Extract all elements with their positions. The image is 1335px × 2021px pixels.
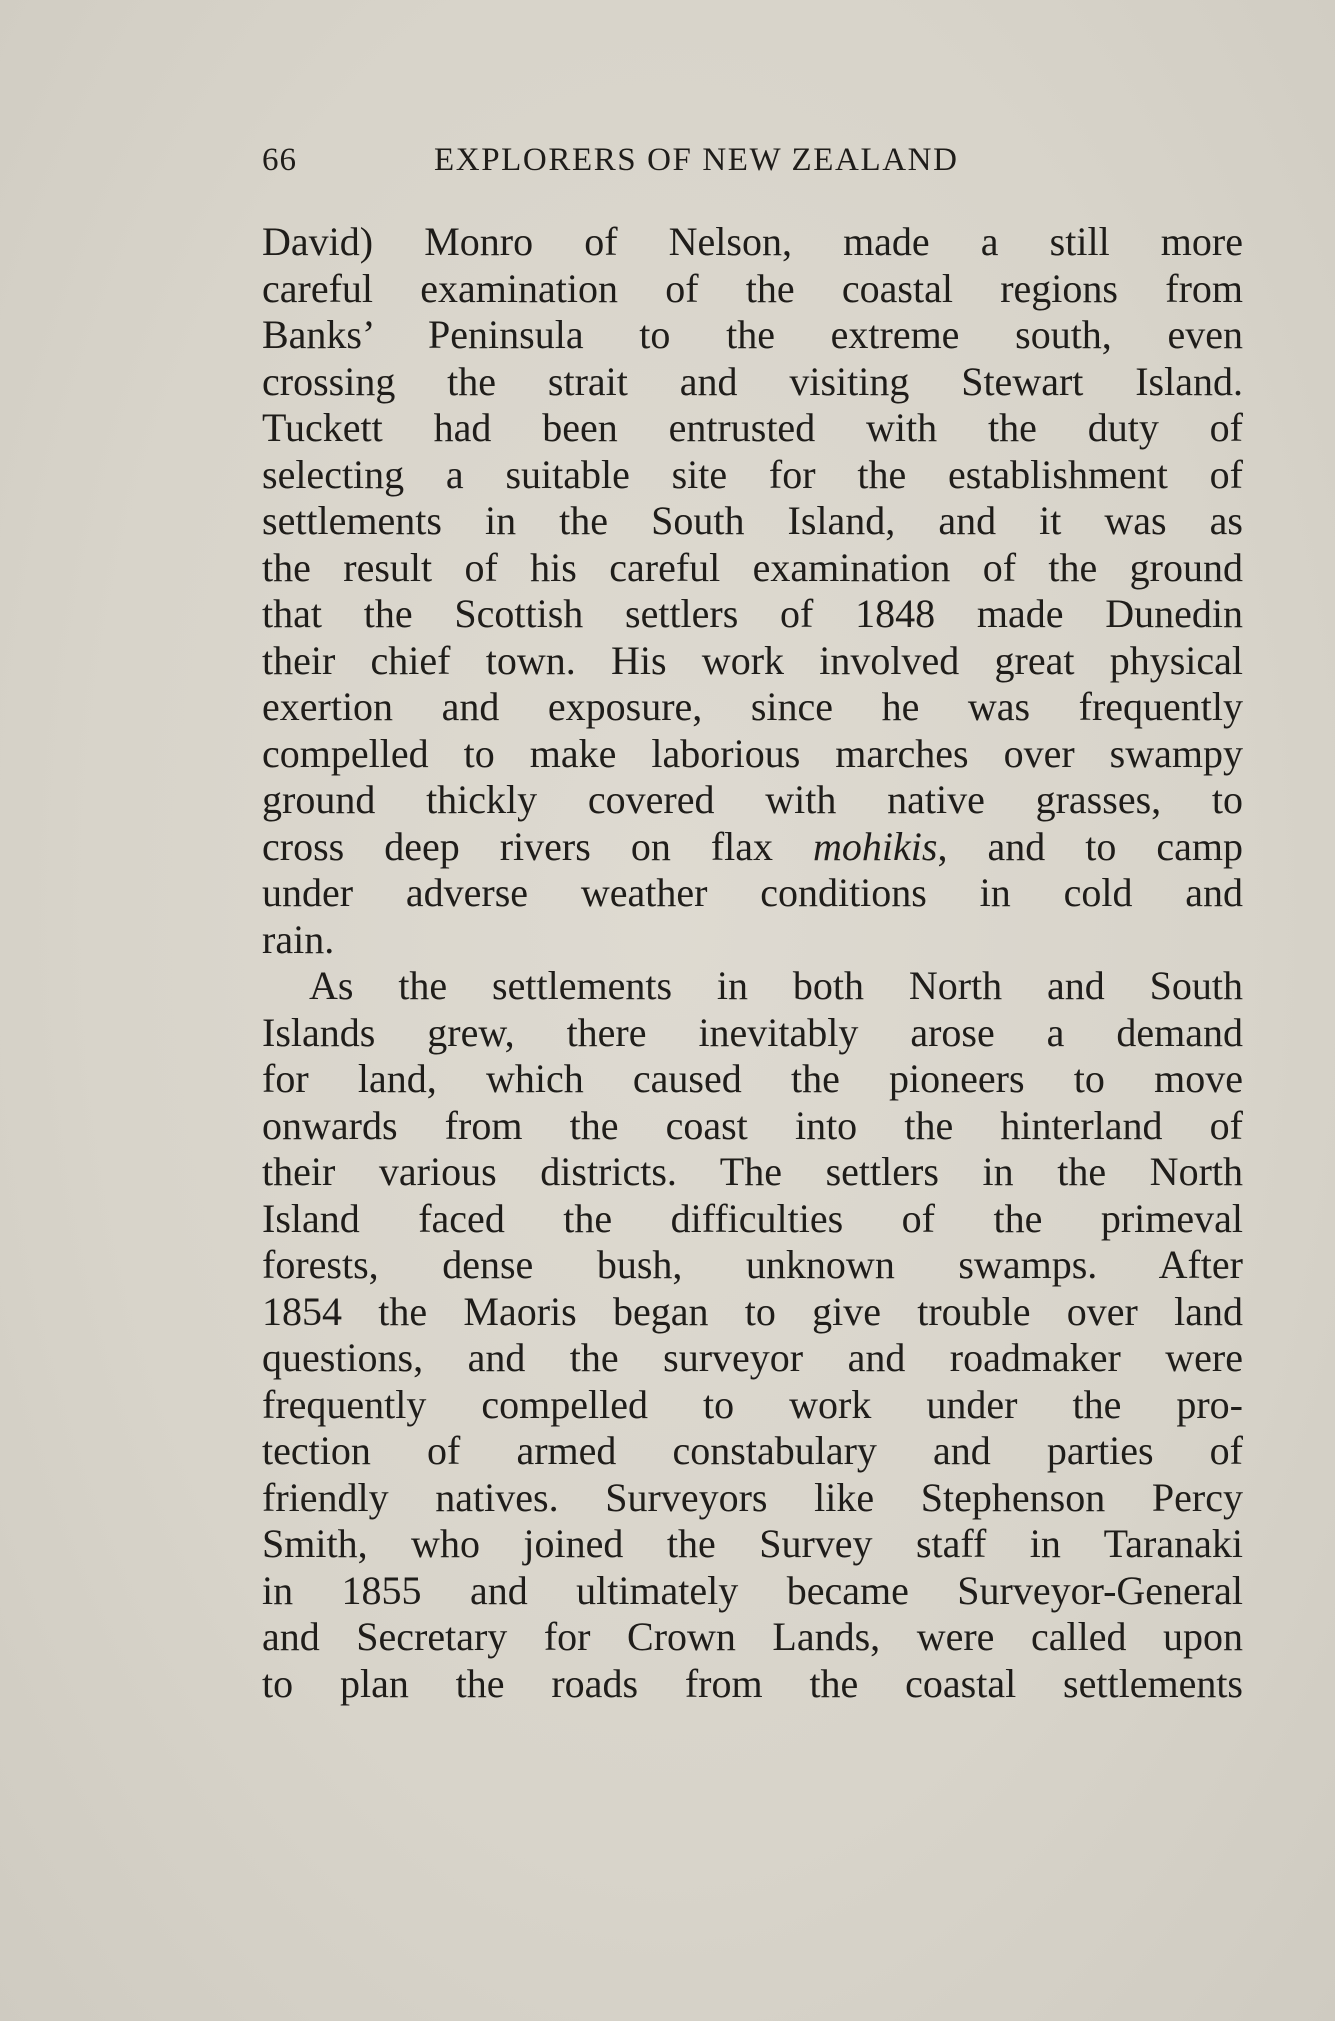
text-segment: cross deep rivers on flax xyxy=(262,823,814,869)
text-line: their various districts. The settlers in the North xyxy=(262,1149,1243,1194)
text-line: ground thickly covered with native grasses, to xyxy=(262,777,1243,822)
text-line-with-italic xyxy=(262,824,1243,871)
text-line: to plan the roads from the coastal settlements xyxy=(262,1660,1243,1706)
body-text xyxy=(262,219,1243,1707)
text-line: selecting a suitable site for the establishment of xyxy=(262,451,1243,497)
text-line: that the Scottish settlers of 1848 made Dunedin xyxy=(262,591,1243,636)
text-line: Banks’ Peninsula to the extreme south, even xyxy=(262,312,1243,357)
text-line: the result of his careful examination of the ground xyxy=(262,544,1243,590)
paragraph-start-line: As the settlements in both North and South xyxy=(309,963,1243,1008)
text-line: settlements in the South Island, and it was as xyxy=(262,498,1243,543)
text-line: compelled to make laborious marches over swampy xyxy=(262,730,1243,776)
running-title: EXPLORERS OF NEW ZEALAND xyxy=(434,142,959,178)
italic-term: mohikis xyxy=(813,823,938,869)
page-number: 66 xyxy=(262,142,297,178)
text-segment: , and to camp xyxy=(937,823,1243,869)
text-line: 1854 the Maoris began to give trouble over land xyxy=(262,1288,1243,1334)
running-head xyxy=(262,142,1072,182)
text-line: crossing the strait and visiting Stewart Island. xyxy=(262,358,1243,404)
text-line: Islands grew, there inevitably arose a demand xyxy=(262,1009,1243,1055)
text-line: under adverse weather conditions in cold and xyxy=(262,870,1243,915)
text-line: onwards from the coast into the hinterland of xyxy=(262,1102,1243,1148)
text-line: questions, and the surveyor and roadmaker were xyxy=(262,1335,1243,1380)
text-line: their chief town. His work involved great physical xyxy=(262,637,1243,683)
paragraph-end-line: rain. xyxy=(262,916,335,962)
text-line: Smith, who joined the Survey staff in Taranaki xyxy=(262,1521,1243,1566)
text-line: careful examination of the coastal regions from xyxy=(262,265,1243,311)
text-line: tection of armed constabulary and parties of xyxy=(262,1428,1243,1473)
text-line: David) Monro of Nelson, made a still more xyxy=(262,219,1243,264)
text-line: for land, which caused the pioneers to move xyxy=(262,1056,1243,1101)
text-line: Tuckett had been entrusted with the duty of xyxy=(262,405,1243,450)
text-line: and Secretary for Crown Lands, were called upon xyxy=(262,1614,1243,1659)
text-line: exertion and exposure, since he was frequently xyxy=(262,684,1243,729)
text-line: forests, dense bush, unknown swamps. After xyxy=(262,1242,1243,1287)
text-line: frequently compelled to work under the pro- xyxy=(262,1381,1243,1427)
text-line: in 1855 and ultimately became Surveyor-General xyxy=(262,1567,1243,1613)
text-line: friendly natives. Surveyors like Stephenson Percy xyxy=(262,1474,1243,1520)
text-line: Island faced the difficulties of the primeval xyxy=(262,1195,1243,1241)
